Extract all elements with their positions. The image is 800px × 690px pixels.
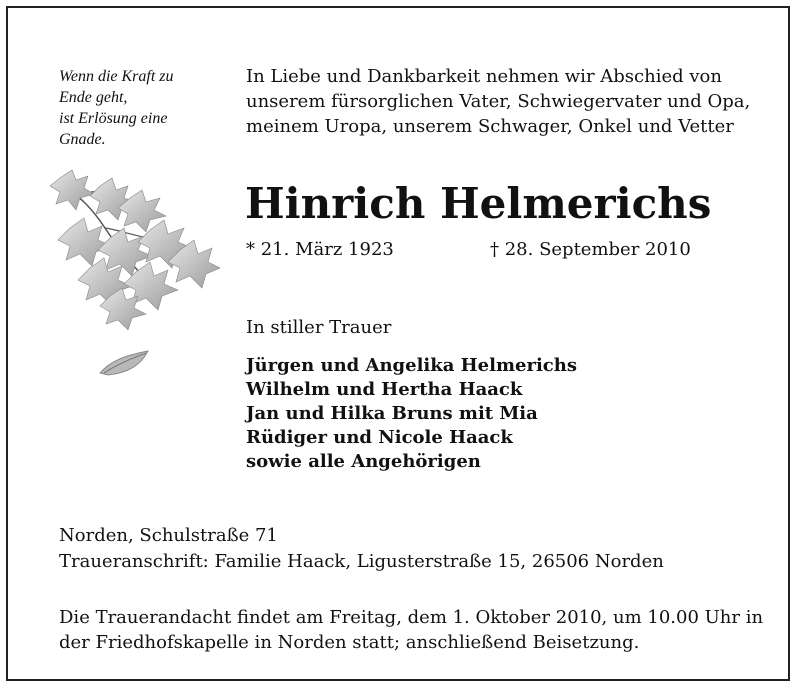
deceased-name: Hinrich Helmerichs xyxy=(245,179,712,228)
intro-line: unserem fürsorglichen Vater, Schwiegervater und Opa, xyxy=(246,91,751,112)
death-date: † 28. September 2010 xyxy=(490,239,691,260)
birth-date: * 21. März 1923 xyxy=(246,239,394,260)
intro-line: meinem Uropa, unserem Schwager, Onkel und Vetter xyxy=(246,116,734,137)
quote-line: Wenn die Kraft zu xyxy=(59,68,174,85)
quote-line: Gnade. xyxy=(59,131,106,148)
falling-leaf-icon xyxy=(96,347,156,379)
intro-line: In Liebe und Dankbarkeit nehmen wir Abschied von xyxy=(246,66,722,87)
maple-leaves-icon xyxy=(50,168,220,333)
quote-line: Ende geht, xyxy=(59,89,128,106)
service-line: Die Trauerandacht findet am Freitag, dem 1. Oktober 2010, um 10.00 Uhr in xyxy=(59,607,764,628)
intro-text xyxy=(246,64,766,139)
address-line: Norden, Schulstraße 71 xyxy=(59,525,278,546)
family-member: sowie alle Angehörigen xyxy=(246,451,481,472)
service-info xyxy=(59,605,763,655)
quote xyxy=(59,66,229,150)
address-block xyxy=(59,523,664,575)
family-member: Rüdiger und Nicole Haack xyxy=(246,427,513,448)
quote-line: ist Erlösung eine xyxy=(59,110,168,127)
family-member: Wilhelm und Hertha Haack xyxy=(246,379,523,400)
family-member: Jürgen und Angelika Helmerichs xyxy=(246,355,577,376)
service-line: der Friedhofskapelle in Norden statt; anschließend Beisetzung. xyxy=(59,632,640,653)
family-list xyxy=(246,354,577,474)
address-line: Traueranschrift: Familie Haack, Ligusterstraße 15, 26506 Norden xyxy=(59,551,664,572)
mourning-label: In stiller Trauer xyxy=(246,317,392,338)
family-member: Jan und Hilka Bruns mit Mia xyxy=(246,403,538,424)
